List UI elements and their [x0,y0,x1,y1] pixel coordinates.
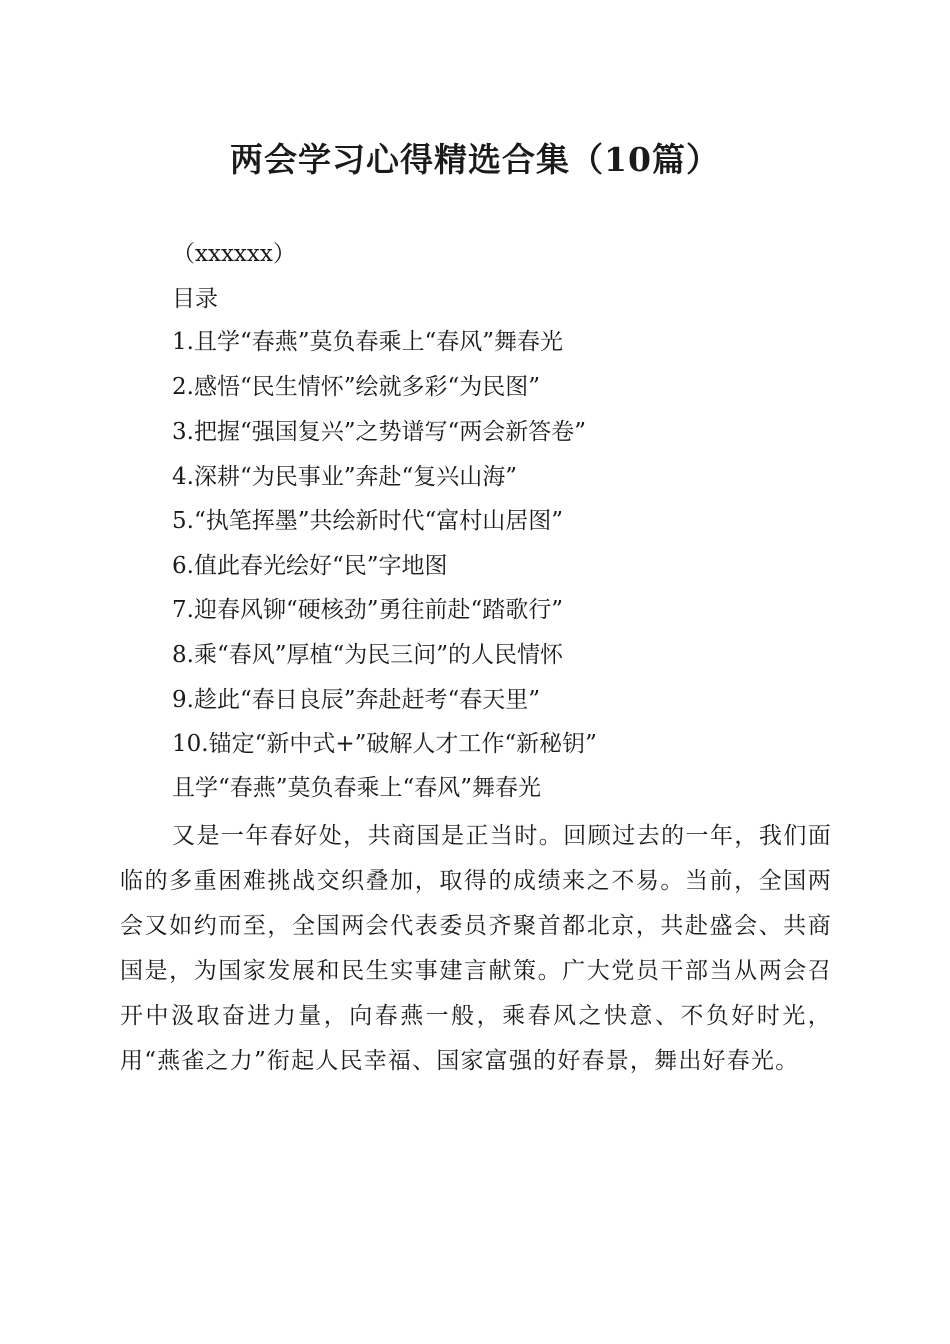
toc-item: 10.锚定“新中式+”破解人才工作“新秘钥” [172,731,597,757]
toc-item: 8.乘“春风”厚植“为民三问”的人民情怀 [172,642,563,668]
toc-item: 9.趁此“春日良辰”奔赴赶考“春天里” [172,687,540,713]
author-placeholder: （xxxxxx） [172,241,296,267]
toc-item: 5.“执笔挥墨”共绘新时代“富村山居图” [172,508,563,534]
toc-heading: 目录 [172,286,218,312]
toc-item: 6.值此春光绘好“民”字地图 [172,553,448,579]
toc-item: 7.迎春风铆“硬核劲”勇往前赴“踏歌行” [172,597,563,623]
body-paragraph: 又是一年春好处，共商国是正当时。回顾过去的一年，我们面临的多重困难挑战交织叠加，取得的成绩来之不易。当前，全国两会又如约而至，全国两会代表委员齐聚首都北京，共赴盛会、共商国是，为国家发展和民生实事建言献策。广大党员干部当从两会召开中汲取奋进力量，向春燕一般，乘春风之快意、不负好时光，用“燕雀之力”衔起人民幸福、国家富强的好春景，舞出好春光。 [120,823,832,1074]
toc-item: 2.感悟“民生情怀”绘就多彩“为民图” [172,374,540,400]
document-title: 两会学习心得精选合集（10篇） [230,140,720,179]
toc-item: 4.深耕“为民事业”奔赴“复兴山海” [172,464,517,490]
toc-item: 3.把握“强国复兴”之势谱写“两会新答卷” [172,419,586,445]
toc-item: 1.且学“春燕”莫负春乘上“春风”舞春光 [172,329,563,355]
section-title: 且学“春燕”莫负春乘上“春风”舞春光 [172,775,542,801]
